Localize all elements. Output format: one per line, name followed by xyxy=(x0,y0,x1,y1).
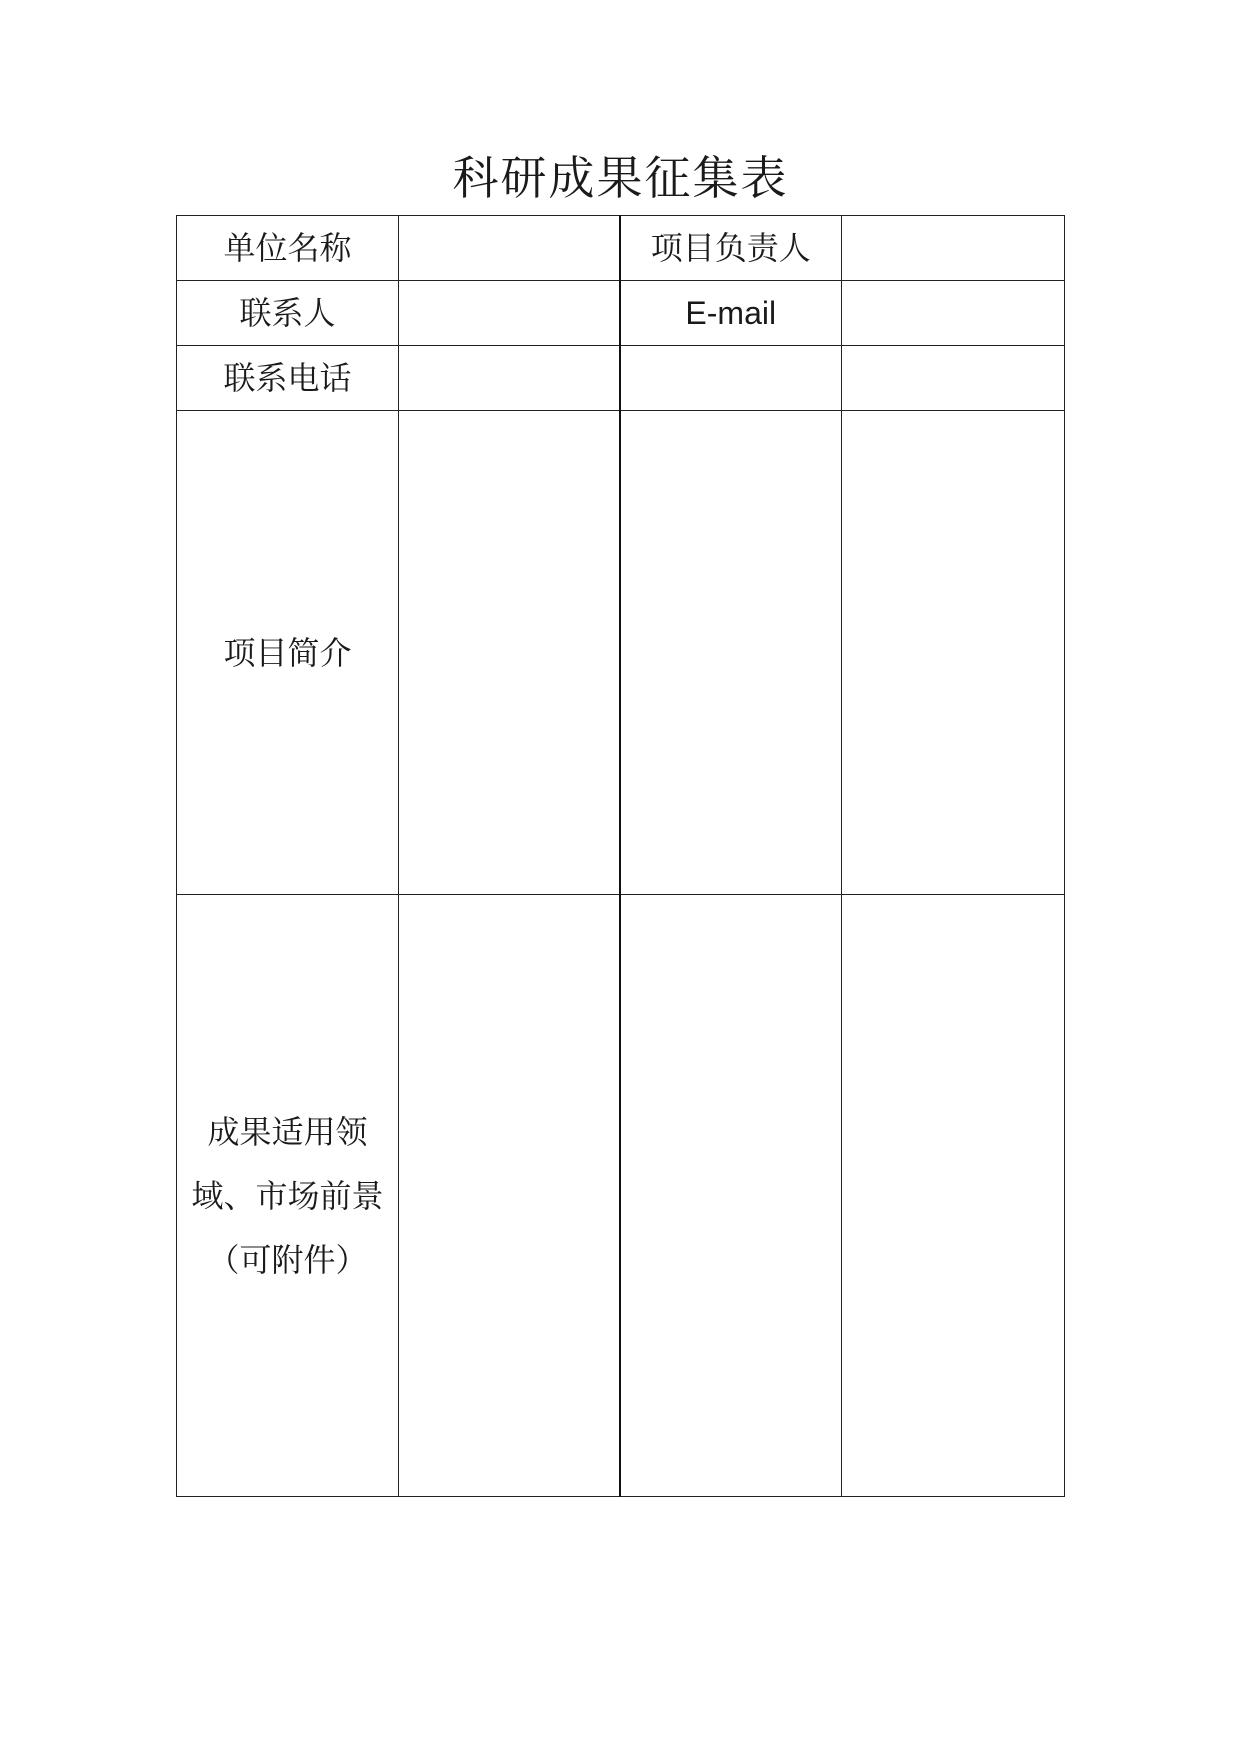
table-row xyxy=(177,346,1065,411)
table-row xyxy=(177,895,1065,1497)
application-scope-field-2[interactable] xyxy=(620,895,842,1497)
project-intro-label: 项目简介 xyxy=(177,411,399,895)
table-row xyxy=(177,281,1065,346)
project-leader-field[interactable] xyxy=(842,216,1065,281)
unit-name-label: 单位名称 xyxy=(177,216,399,281)
email-label: E-mail xyxy=(620,281,842,346)
application-scope-label-line-2: 域、市场前景 xyxy=(191,1176,384,1215)
email-field[interactable] xyxy=(842,281,1065,346)
application-scope-label-line-1: 成果适用领 xyxy=(207,1112,368,1151)
project-intro-field-3[interactable] xyxy=(842,411,1065,895)
contact-field[interactable] xyxy=(399,281,620,346)
phone-extra-cell-1[interactable] xyxy=(620,346,842,411)
application-scope-field-3[interactable] xyxy=(842,895,1065,1497)
unit-name-field[interactable] xyxy=(399,216,620,281)
application-scope-label xyxy=(177,895,399,1497)
table-row xyxy=(177,411,1065,895)
project-intro-field-1[interactable] xyxy=(399,411,620,895)
contact-label: 联系人 xyxy=(177,281,399,346)
phone-field[interactable] xyxy=(399,346,620,411)
submission-form-table xyxy=(176,215,1065,1497)
document-title: 科研成果征集表 xyxy=(452,151,789,205)
phone-label: 联系电话 xyxy=(177,346,399,411)
project-leader-label: 项目负责人 xyxy=(620,216,842,281)
application-scope-label-line-3: （可附件） xyxy=(207,1240,368,1279)
phone-extra-cell-2[interactable] xyxy=(842,346,1065,411)
table-row xyxy=(177,216,1065,281)
application-scope-field-1[interactable] xyxy=(399,895,620,1497)
project-intro-field-2[interactable] xyxy=(620,411,842,895)
